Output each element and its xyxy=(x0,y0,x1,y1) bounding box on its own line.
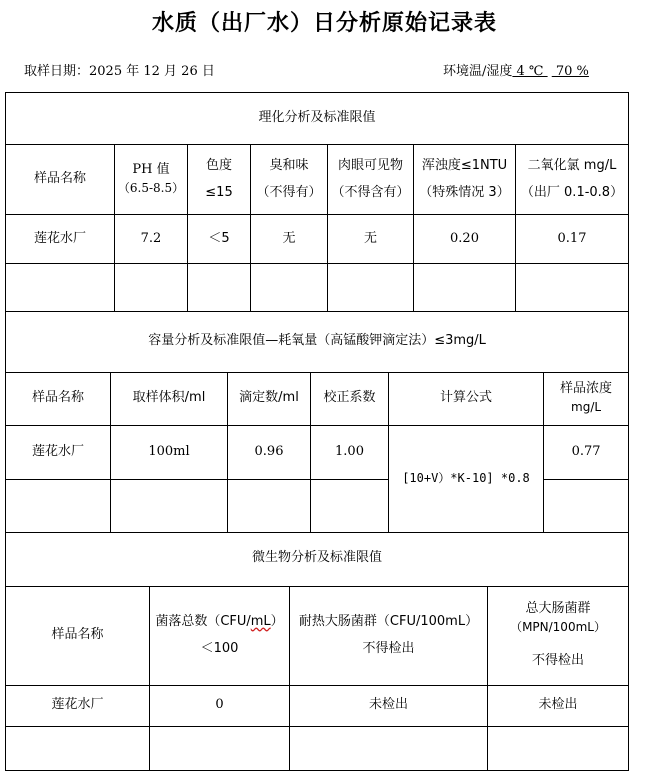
header-colony-count: 菌落总数（CFU/mL） ＜100 xyxy=(150,586,290,685)
table-row xyxy=(6,215,629,264)
micro-section-title: 微生物分析及标准限值 xyxy=(6,532,629,586)
header-correction-factor: 校正系数 xyxy=(311,372,389,425)
empty-cell xyxy=(544,479,629,532)
physchem-header-row xyxy=(6,145,629,215)
oxygen-header-row xyxy=(6,372,629,425)
header-total-coliform: 总大肠菌群 （MPN/100mL） 不得检出 xyxy=(488,586,629,685)
page-title: 水质（出厂水）日分析原始记录表 xyxy=(151,11,497,36)
empty-cell xyxy=(6,479,111,532)
empty-cell xyxy=(290,726,488,770)
cell-odor: 无 xyxy=(251,215,328,264)
header-odor: 臭和味 （不得有） xyxy=(251,145,328,215)
cell-titration: 0.96 xyxy=(228,425,311,479)
header-formula: 计算公式 xyxy=(389,372,544,425)
empty-cell xyxy=(115,264,188,312)
cell-visible-matter: 无 xyxy=(328,215,414,264)
empty-cell xyxy=(111,479,228,532)
header-titration: 滴定数/ml xyxy=(228,372,311,425)
empty-cell xyxy=(228,479,311,532)
empty-cell xyxy=(311,479,389,532)
empty-cell xyxy=(516,264,629,312)
header-sample-name: 样品名称 xyxy=(6,586,150,685)
header-concentration: 样品浓度 mg/L xyxy=(544,372,629,425)
cell-volume: 100ml xyxy=(111,425,228,479)
cell-sample: 莲花水厂 xyxy=(6,215,115,264)
empty-cell xyxy=(328,264,414,312)
cell-turbidity: 0.20 xyxy=(414,215,516,264)
sampling-date-label: 取样日期： xyxy=(24,64,90,79)
cell-formula: [10+V）*K-10] *0.8 xyxy=(389,425,544,532)
header-visible-matter: 肉眼可见物 （不得含有） xyxy=(328,145,414,215)
cell-colony-count: 0 xyxy=(150,685,290,726)
empty-cell xyxy=(251,264,328,312)
cell-concentration: 0.77 xyxy=(544,425,629,479)
cell-ph: 7.2 xyxy=(115,215,188,264)
empty-cell xyxy=(150,726,290,770)
empty-cell xyxy=(6,726,150,770)
cell-chroma: ＜5 xyxy=(188,215,251,264)
physchem-section-title: 理化分析及标准限值 xyxy=(6,93,629,145)
header-sample-volume: 取样体积/ml xyxy=(111,372,228,425)
table-row xyxy=(6,685,629,726)
cell-factor: 1.00 xyxy=(311,425,389,479)
env-label: 环境温/湿度 xyxy=(443,64,513,79)
empty-row xyxy=(6,264,629,312)
empty-cell xyxy=(6,264,115,312)
temperature-value: 4 ℃ xyxy=(512,64,548,79)
sampling-date-value: 2025 年 12 月 26 日 xyxy=(89,64,215,79)
sampling-date xyxy=(24,60,215,79)
humidity-value: 70 % xyxy=(551,64,589,79)
cell-sample: 莲花水厂 xyxy=(6,685,150,726)
empty-cell xyxy=(488,726,629,770)
physchem-table xyxy=(5,92,629,312)
oxygen-table xyxy=(5,311,629,533)
header-chlorine-dioxide: 二氧化氯 mg/L （出厂 0.1-0.8） xyxy=(516,145,629,215)
header-sample-name: 样品名称 xyxy=(6,372,111,425)
cell-thermotolerant-coliform: 未检出 xyxy=(290,685,488,726)
cell-chlorine-dioxide: 0.17 xyxy=(516,215,629,264)
header-ph: PH 值 （6.5-8.5） xyxy=(115,145,188,215)
empty-row xyxy=(6,726,629,770)
header-chroma: 色度 ≤15 xyxy=(188,145,251,215)
micro-header-row xyxy=(6,586,629,685)
header-turbidity: 浑浊度≤1NTU （特殊情况 3） xyxy=(414,145,516,215)
micro-table xyxy=(5,532,629,771)
cell-total-coliform: 未检出 xyxy=(488,685,629,726)
cell-sample: 莲花水厂 xyxy=(6,425,111,479)
table-row xyxy=(6,425,629,479)
empty-cell xyxy=(414,264,516,312)
environment-conditions xyxy=(443,60,589,79)
empty-cell xyxy=(188,264,251,312)
oxygen-section-title: 容量分析及标准限值—耗氧量（高锰酸钾滴定法）≤3mg/L xyxy=(6,311,629,372)
header-thermotolerant-coliform: 耐热大肠菌群（CFU/100mL） 不得检出 xyxy=(290,586,488,685)
header-sample-name: 样品名称 xyxy=(6,145,115,215)
